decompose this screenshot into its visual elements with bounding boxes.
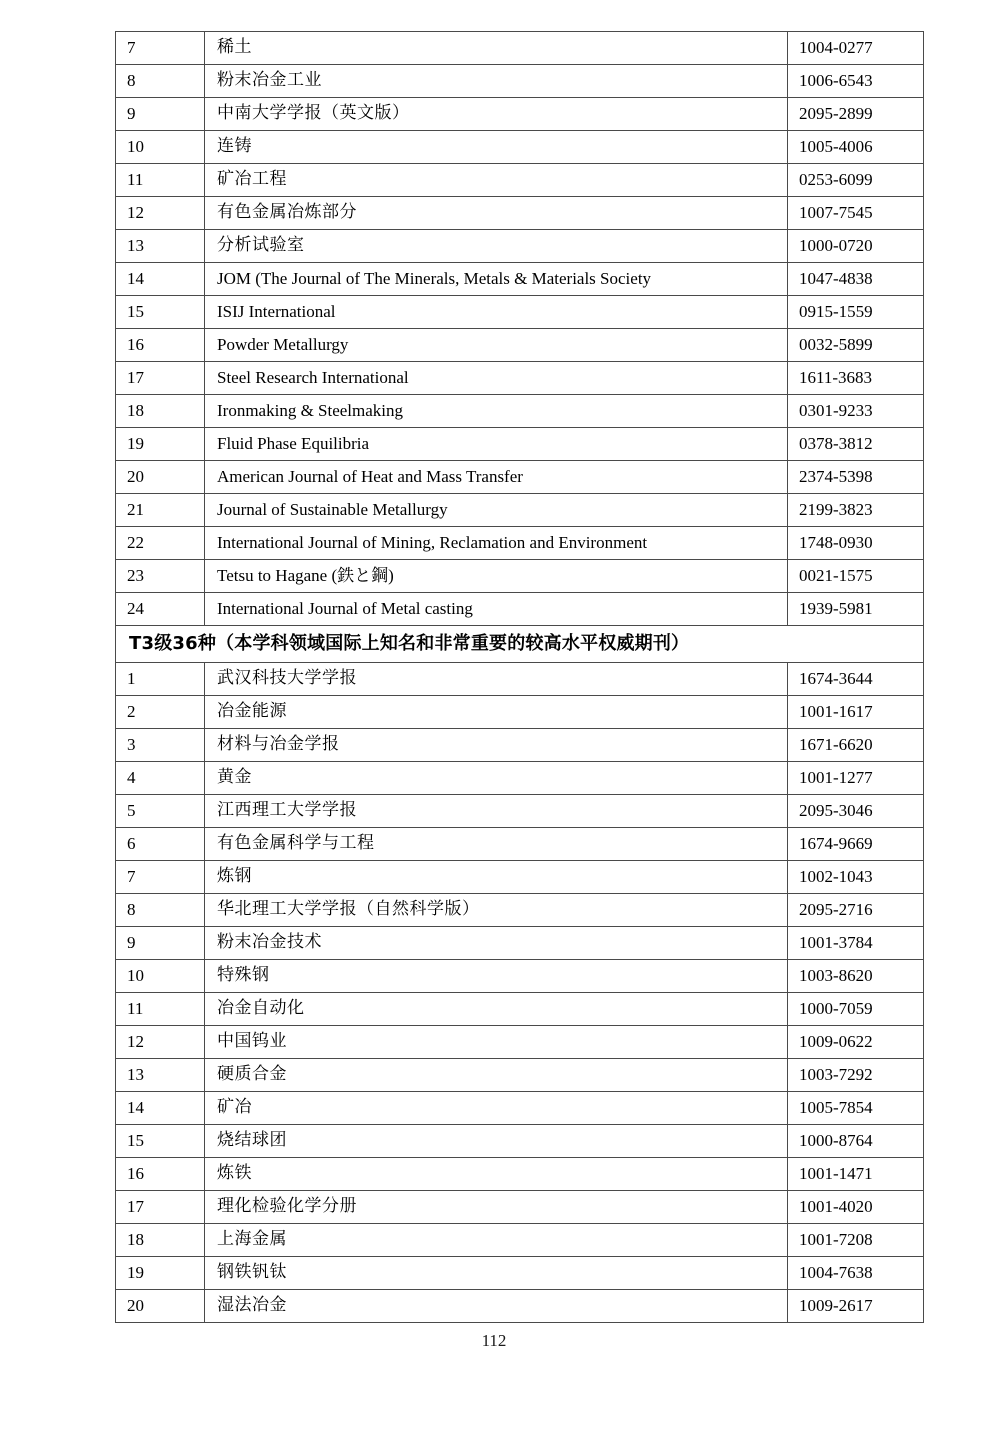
journal-issn: 1001-1471 bbox=[788, 1158, 924, 1191]
journal-name: 炼钢 bbox=[205, 861, 788, 894]
row-index: 17 bbox=[116, 1191, 205, 1224]
table-row bbox=[116, 131, 924, 164]
journal-name: 连铸 bbox=[205, 131, 788, 164]
journal-issn: 1009-0622 bbox=[788, 1026, 924, 1059]
journal-issn: 1001-4020 bbox=[788, 1191, 924, 1224]
journal-issn: 2374-5398 bbox=[788, 461, 924, 494]
journal-name: 黄金 bbox=[205, 762, 788, 795]
table-row bbox=[116, 1257, 924, 1290]
journal-issn: 1005-4006 bbox=[788, 131, 924, 164]
journal-issn: 0253-6099 bbox=[788, 164, 924, 197]
journal-name: 矿冶 bbox=[205, 1092, 788, 1125]
journal-issn: 1004-7638 bbox=[788, 1257, 924, 1290]
table-row bbox=[116, 494, 924, 527]
journal-issn: 0032-5899 bbox=[788, 329, 924, 362]
row-index: 12 bbox=[116, 197, 205, 230]
journal-issn: 1003-7292 bbox=[788, 1059, 924, 1092]
table-row bbox=[116, 461, 924, 494]
journal-issn: 1001-3784 bbox=[788, 927, 924, 960]
table-row bbox=[116, 828, 924, 861]
journal-name: Tetsu to Hagane (鉄と鋼) bbox=[205, 560, 788, 593]
table-row bbox=[116, 164, 924, 197]
journal-issn: 2095-2716 bbox=[788, 894, 924, 927]
table-row bbox=[116, 696, 924, 729]
table-row bbox=[116, 960, 924, 993]
row-index: 16 bbox=[116, 329, 205, 362]
journal-issn: 1009-2617 bbox=[788, 1290, 924, 1323]
journal-name: 材料与冶金学报 bbox=[205, 729, 788, 762]
journal-name: 分析试验室 bbox=[205, 230, 788, 263]
table-row bbox=[116, 762, 924, 795]
journal-name: American Journal of Heat and Mass Transfer bbox=[205, 461, 788, 494]
row-index: 9 bbox=[116, 98, 205, 131]
journal-name: 理化检验化学分册 bbox=[205, 1191, 788, 1224]
journal-name: 特殊钢 bbox=[205, 960, 788, 993]
journal-issn: 1047-4838 bbox=[788, 263, 924, 296]
journal-issn: 0021-1575 bbox=[788, 560, 924, 593]
row-index: 18 bbox=[116, 1224, 205, 1257]
table-row bbox=[116, 1224, 924, 1257]
journal-issn: 1674-3644 bbox=[788, 663, 924, 696]
journal-issn: 1007-7545 bbox=[788, 197, 924, 230]
row-index: 16 bbox=[116, 1158, 205, 1191]
journal-name: Steel Research International bbox=[205, 362, 788, 395]
table-row bbox=[116, 861, 924, 894]
journal-name: 华北理工大学学报（自然科学版） bbox=[205, 894, 788, 927]
row-index: 24 bbox=[116, 593, 205, 626]
journal-list-table-body bbox=[116, 32, 924, 1323]
journal-name: ISIJ International bbox=[205, 296, 788, 329]
row-index: 9 bbox=[116, 927, 205, 960]
row-index: 11 bbox=[116, 993, 205, 1026]
table-row bbox=[116, 1158, 924, 1191]
table-row bbox=[116, 795, 924, 828]
row-index: 19 bbox=[116, 428, 205, 461]
table-row bbox=[116, 362, 924, 395]
table-row bbox=[116, 560, 924, 593]
journal-name: Ironmaking & Steelmaking bbox=[205, 395, 788, 428]
row-index: 2 bbox=[116, 696, 205, 729]
journal-issn: 1003-8620 bbox=[788, 960, 924, 993]
row-index: 19 bbox=[116, 1257, 205, 1290]
journal-issn: 1005-7854 bbox=[788, 1092, 924, 1125]
journal-issn: 1006-6543 bbox=[788, 65, 924, 98]
journal-issn: 1004-0277 bbox=[788, 32, 924, 65]
row-index: 23 bbox=[116, 560, 205, 593]
row-index: 17 bbox=[116, 362, 205, 395]
table-row bbox=[116, 593, 924, 626]
row-index: 12 bbox=[116, 1026, 205, 1059]
row-index: 7 bbox=[116, 32, 205, 65]
journal-name: 粉末冶金技术 bbox=[205, 927, 788, 960]
journal-issn: 1001-7208 bbox=[788, 1224, 924, 1257]
table-row bbox=[116, 927, 924, 960]
row-index: 7 bbox=[116, 861, 205, 894]
journal-name: 冶金自动化 bbox=[205, 993, 788, 1026]
row-index: 14 bbox=[116, 1092, 205, 1125]
row-index: 3 bbox=[116, 729, 205, 762]
table-row bbox=[116, 230, 924, 263]
table-row bbox=[116, 296, 924, 329]
journal-name: 稀土 bbox=[205, 32, 788, 65]
table-row bbox=[116, 894, 924, 927]
journal-name: International Journal of Mining, Reclamation and Environment bbox=[205, 527, 788, 560]
table-row bbox=[116, 263, 924, 296]
journal-name: 硬质合金 bbox=[205, 1059, 788, 1092]
row-index: 1 bbox=[116, 663, 205, 696]
row-index: 15 bbox=[116, 296, 205, 329]
journal-name: 钢铁钒钛 bbox=[205, 1257, 788, 1290]
journal-name: 烧结球团 bbox=[205, 1125, 788, 1158]
row-index: 5 bbox=[116, 795, 205, 828]
table-row bbox=[116, 395, 924, 428]
journal-issn: 1611-3683 bbox=[788, 362, 924, 395]
journal-name: 武汉科技大学学报 bbox=[205, 663, 788, 696]
journal-issn: 1000-0720 bbox=[788, 230, 924, 263]
page-number: 112 bbox=[481, 1331, 507, 1350]
journal-issn: 1748-0930 bbox=[788, 527, 924, 560]
section-header-row bbox=[116, 626, 924, 663]
journal-name: 矿冶工程 bbox=[205, 164, 788, 197]
journal-issn: 1000-7059 bbox=[788, 993, 924, 1026]
row-index: 18 bbox=[116, 395, 205, 428]
journal-issn: 1000-8764 bbox=[788, 1125, 924, 1158]
table-row bbox=[116, 428, 924, 461]
journal-issn: 0378-3812 bbox=[788, 428, 924, 461]
journal-name: 中南大学学报（英文版） bbox=[205, 98, 788, 131]
journal-name: 炼铁 bbox=[205, 1158, 788, 1191]
journal-name: 湿法冶金 bbox=[205, 1290, 788, 1323]
row-index: 8 bbox=[116, 894, 205, 927]
journal-name: 上海金属 bbox=[205, 1224, 788, 1257]
table-row bbox=[116, 993, 924, 1026]
row-index: 13 bbox=[116, 230, 205, 263]
table-row bbox=[116, 197, 924, 230]
row-index: 10 bbox=[116, 960, 205, 993]
journal-issn: 1674-9669 bbox=[788, 828, 924, 861]
journal-issn: 2095-3046 bbox=[788, 795, 924, 828]
table-row bbox=[116, 1092, 924, 1125]
journal-name: 粉末冶金工业 bbox=[205, 65, 788, 98]
row-index: 13 bbox=[116, 1059, 205, 1092]
journal-issn: 2199-3823 bbox=[788, 494, 924, 527]
row-index: 22 bbox=[116, 527, 205, 560]
row-index: 4 bbox=[116, 762, 205, 795]
row-index: 11 bbox=[116, 164, 205, 197]
table-row bbox=[116, 1059, 924, 1092]
journal-issn: 1001-1617 bbox=[788, 696, 924, 729]
table-row bbox=[116, 729, 924, 762]
journal-issn: 0915-1559 bbox=[788, 296, 924, 329]
row-index: 8 bbox=[116, 65, 205, 98]
section-header-title: T3级36种（本学科领域国际上知名和非常重要的较高水平权威期刊） bbox=[116, 626, 924, 663]
row-index: 10 bbox=[116, 131, 205, 164]
journal-issn: 1939-5981 bbox=[788, 593, 924, 626]
row-index: 6 bbox=[116, 828, 205, 861]
journal-issn: 1671-6620 bbox=[788, 729, 924, 762]
journal-issn: 2095-2899 bbox=[788, 98, 924, 131]
table-row bbox=[116, 1026, 924, 1059]
journal-name: 江西理工大学学报 bbox=[205, 795, 788, 828]
table-row bbox=[116, 98, 924, 131]
journal-name: 有色金属科学与工程 bbox=[205, 828, 788, 861]
table-row bbox=[116, 1191, 924, 1224]
table-row bbox=[116, 65, 924, 98]
journal-name: Powder Metallurgy bbox=[205, 329, 788, 362]
journal-name: Fluid Phase Equilibria bbox=[205, 428, 788, 461]
table-row bbox=[116, 32, 924, 65]
journal-name: 冶金能源 bbox=[205, 696, 788, 729]
journal-issn: 0301-9233 bbox=[788, 395, 924, 428]
row-index: 15 bbox=[116, 1125, 205, 1158]
journal-name: International Journal of Metal casting bbox=[205, 593, 788, 626]
journal-issn: 1002-1043 bbox=[788, 861, 924, 894]
journal-issn: 1001-1277 bbox=[788, 762, 924, 795]
row-index: 21 bbox=[116, 494, 205, 527]
journal-list-table bbox=[115, 31, 924, 1323]
journal-name: 有色金属冶炼部分 bbox=[205, 197, 788, 230]
journal-name: 中国钨业 bbox=[205, 1026, 788, 1059]
row-index: 20 bbox=[116, 1290, 205, 1323]
table-row bbox=[116, 329, 924, 362]
table-row bbox=[116, 663, 924, 696]
table-row bbox=[116, 527, 924, 560]
table-row bbox=[116, 1290, 924, 1323]
row-index: 14 bbox=[116, 263, 205, 296]
table-row bbox=[116, 1125, 924, 1158]
row-index: 20 bbox=[116, 461, 205, 494]
journal-name: JOM (The Journal of The Minerals, Metals & Materials Society bbox=[205, 263, 788, 296]
journal-name: Journal of Sustainable Metallurgy bbox=[205, 494, 788, 527]
